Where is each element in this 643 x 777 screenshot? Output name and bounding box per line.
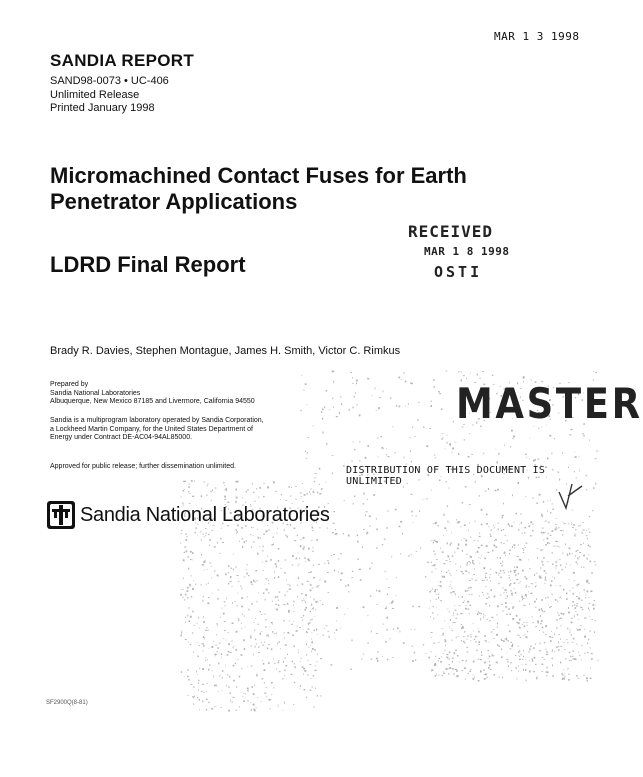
prepared-line: Sandia National Laboratories bbox=[50, 389, 141, 397]
operator-statement bbox=[50, 417, 264, 443]
received-stamp-label: RECEIVED bbox=[408, 222, 494, 241]
print-date: Printed January 1998 bbox=[50, 102, 155, 114]
received-stamp-date: MAR 1 8 1998 bbox=[424, 245, 510, 258]
operator-line: Energy under Contract DE-AC04-94AL85000. bbox=[50, 434, 193, 442]
operator-line: a Lockheed Martin Company, for the United States Department of bbox=[50, 425, 253, 433]
authors: Brady R. Davies, Stephen Montague, James H. Smith, Victor C. Rimkus bbox=[50, 345, 401, 357]
title-line: Micromachined Contact Fuses for Earth bbox=[50, 163, 467, 188]
master-stamp: MASTER bbox=[456, 379, 643, 428]
report-number: SAND98-0073 • UC-406 bbox=[50, 75, 169, 87]
prepared-line: Prepared by bbox=[50, 381, 89, 388]
received-stamp-office: OSTI bbox=[434, 263, 483, 281]
handwritten-check-icon bbox=[556, 478, 586, 514]
date-stamp: MAR 1 3 1998 bbox=[494, 30, 580, 43]
release-status: Unlimited Release bbox=[50, 88, 140, 101]
prepared-line: Albuquerque, New Mexico 87185 and Livermore, California 94550 bbox=[50, 398, 255, 406]
sandia-logo bbox=[46, 500, 330, 530]
operator-line: Sandia is a multiprogram laboratory operated by Sandia Corporation, bbox=[50, 417, 264, 424]
document-title bbox=[50, 163, 467, 215]
sandia-thunderbird-logo-icon bbox=[46, 500, 76, 530]
title-line: Penetrator Applications bbox=[50, 189, 298, 214]
received-stamp bbox=[408, 222, 509, 282]
approval-statement: Approved for public release; further dissemination unlimited. bbox=[50, 463, 236, 470]
report-meta bbox=[50, 75, 169, 116]
document-subtitle: LDRD Final Report bbox=[50, 252, 246, 277]
form-number: SF2900Q(8-81) bbox=[46, 700, 88, 706]
prepared-by-block bbox=[50, 381, 255, 407]
logo-text: Sandia National Laboratories bbox=[80, 503, 330, 526]
report-label: SANDIA REPORT bbox=[50, 51, 195, 70]
distribution-stamp: DISTRIBUTION OF THIS DOCUMENT IS UNLIMITED bbox=[346, 465, 546, 487]
